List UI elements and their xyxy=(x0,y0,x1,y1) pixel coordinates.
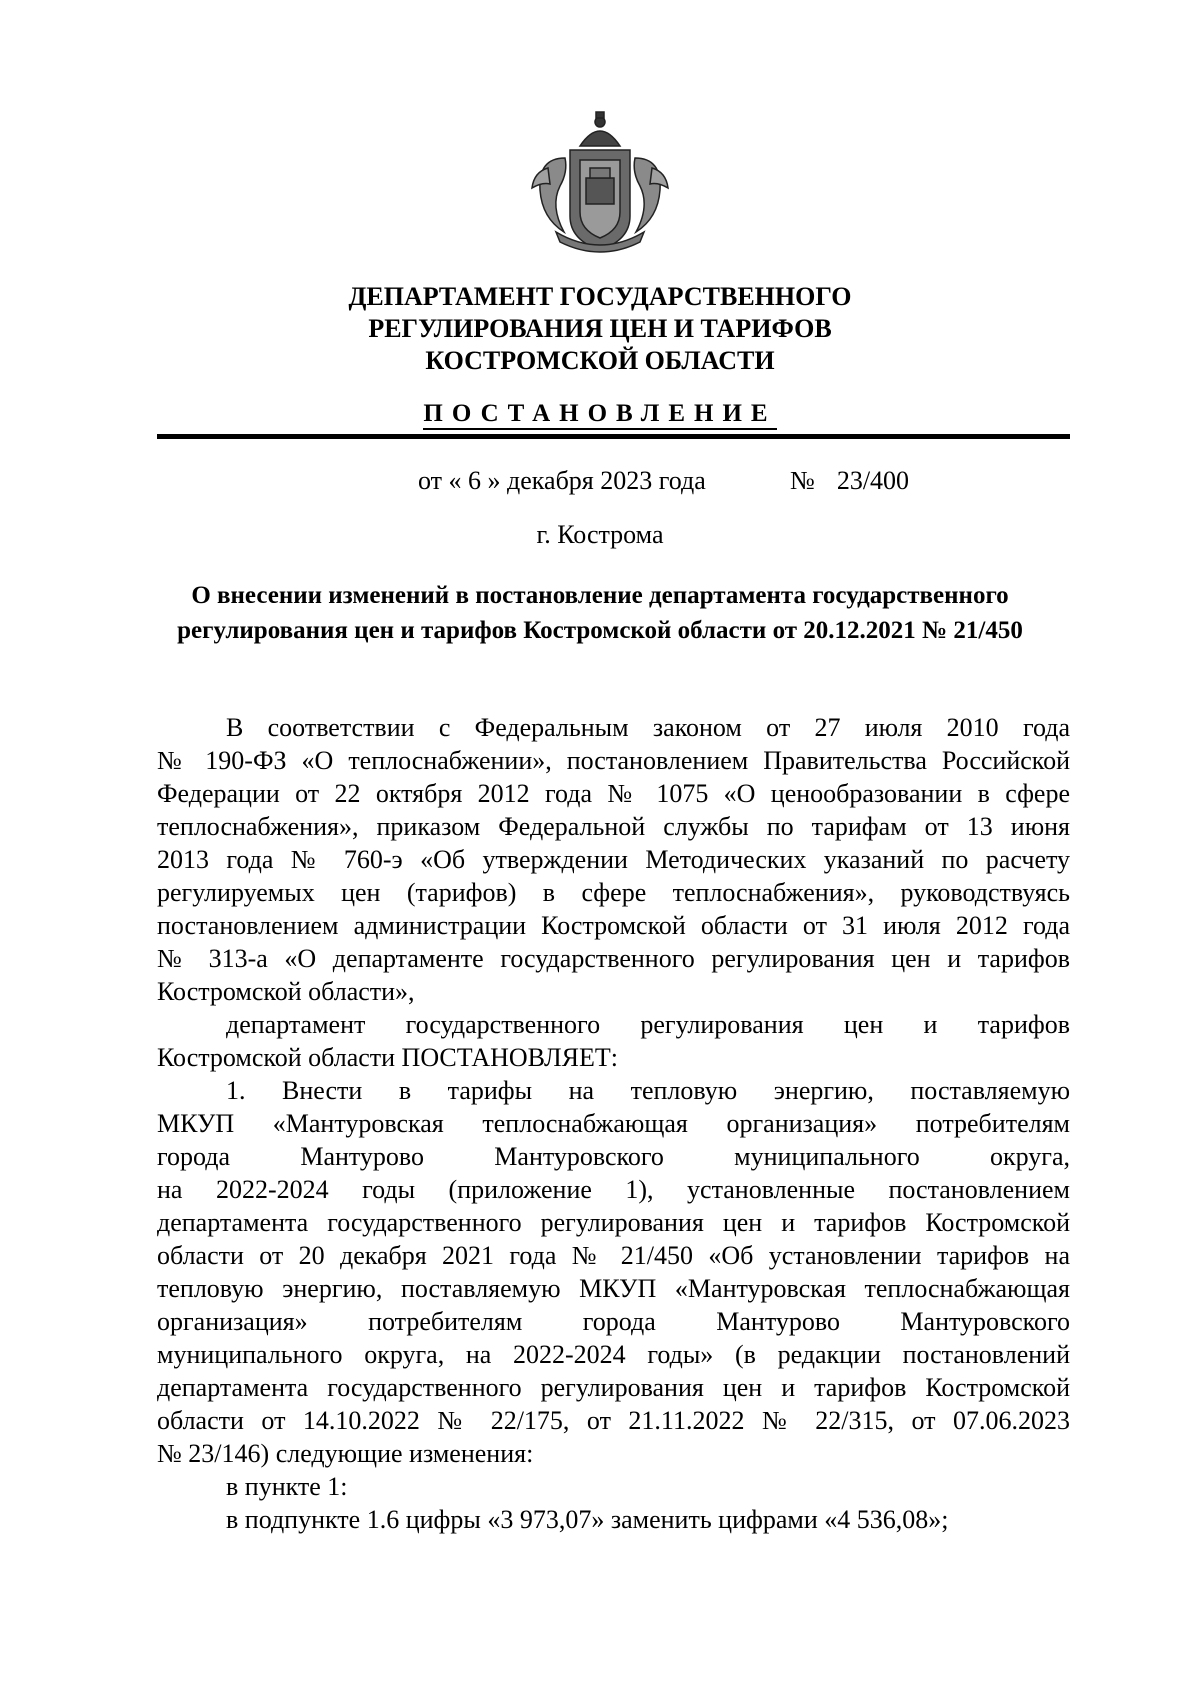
body-line: постановлением администрации Костромской области от 31 июля 2012 года xyxy=(157,911,1070,940)
body-line: В соответствии с Федеральным законом от 27 июля 2010 года xyxy=(226,713,1070,742)
body-line: в подпункте 1.6 цифры «3 973,07» заменить цифрами «4 536,08»; xyxy=(226,1505,949,1534)
body-line: департамента государственного регулирования цен и тарифов Костромской xyxy=(157,1373,1070,1402)
document-number: № 23/400 xyxy=(790,466,910,495)
body-line: департамент государственного регулирования цен и тарифов xyxy=(226,1010,1070,1039)
department-name-line-2: РЕГУЛИРОВАНИЯ ЦЕН И ТАРИФОВ xyxy=(368,314,832,343)
header-divider xyxy=(157,434,1070,439)
department-name-line-3: КОСТРОМСКОЙ ОБЛАСТИ xyxy=(425,346,775,375)
body-line: 2013 года № 760-э «Об утверждении Методических указаний по расчету xyxy=(157,845,1070,874)
body-line: муниципального округа, на 2022-2024 годы» (в редакции постановлений xyxy=(157,1340,1070,1369)
body-line: МКУП «Мантуровская теплоснабжающая организация» потребителям xyxy=(157,1109,1070,1138)
body-line: организация» потребителям города Мантурово Мантуровского xyxy=(157,1307,1070,1336)
subject-line-1: О внесении изменений в постановление департамента государственного xyxy=(191,582,1009,609)
body-line: тепловую энергию, поставляемую МКУП «Мантуровская теплоснабжающая xyxy=(157,1274,1070,1303)
body-line: № 23/146) следующие изменения: xyxy=(157,1439,534,1468)
body-line: 1. Внести в тарифы на тепловую энергию, поставляемую xyxy=(226,1076,1070,1105)
document-date: от « 6 » декабря 2023 года xyxy=(418,466,706,495)
document-type-title: ПОСТАНОВЛЕНИЕ xyxy=(0,400,1200,428)
document-city: г. Кострома xyxy=(536,520,664,549)
body-line: теплоснабжения», приказом Федеральной службы по тарифам от 13 июня xyxy=(157,812,1070,841)
body-line: области от 14.10.2022 № 22/175, от 21.11.2022 № 22/315, от 07.06.2023 xyxy=(157,1406,1070,1435)
body-line: Костромской области ПОСТАНОВЛЯЕТ: xyxy=(157,1043,618,1072)
body-line: № 190-ФЗ «О теплоснабжении», постановлением Правительства Российской xyxy=(157,746,1070,775)
subject-line-2: регулирования цен и тарифов Костромской области от 20.12.2021 № 21/450 xyxy=(177,617,1023,644)
body-line: в пункте 1: xyxy=(226,1472,348,1501)
body-line: департамента государственного регулирования цен и тарифов Костромской xyxy=(157,1208,1070,1237)
body-line: города Мантурово Мантуровского муниципального округа, xyxy=(157,1142,1070,1171)
body-line: регулируемых цен (тарифов) в сфере теплоснабжения», руководствуясь xyxy=(157,878,1070,907)
body-line: на 2022-2024 годы (приложение 1), установленные постановлением xyxy=(157,1175,1070,1204)
body-line: Федерации от 22 октября 2012 года № 1075 «О ценообразовании в сфере xyxy=(157,779,1070,808)
department-name-line-1: ДЕПАРТАМЕНТ ГОСУДАРСТВЕННОГО xyxy=(348,282,852,311)
body-line: области от 20 декабря 2021 года № 21/450 «Об установлении тарифов на xyxy=(157,1241,1070,1270)
coat-of-arms-emblem xyxy=(520,108,680,258)
body-line: № 313-а «О департаменте государственного регулирования цен и тарифов xyxy=(157,944,1070,973)
body-line: Костромской области», xyxy=(157,977,415,1006)
